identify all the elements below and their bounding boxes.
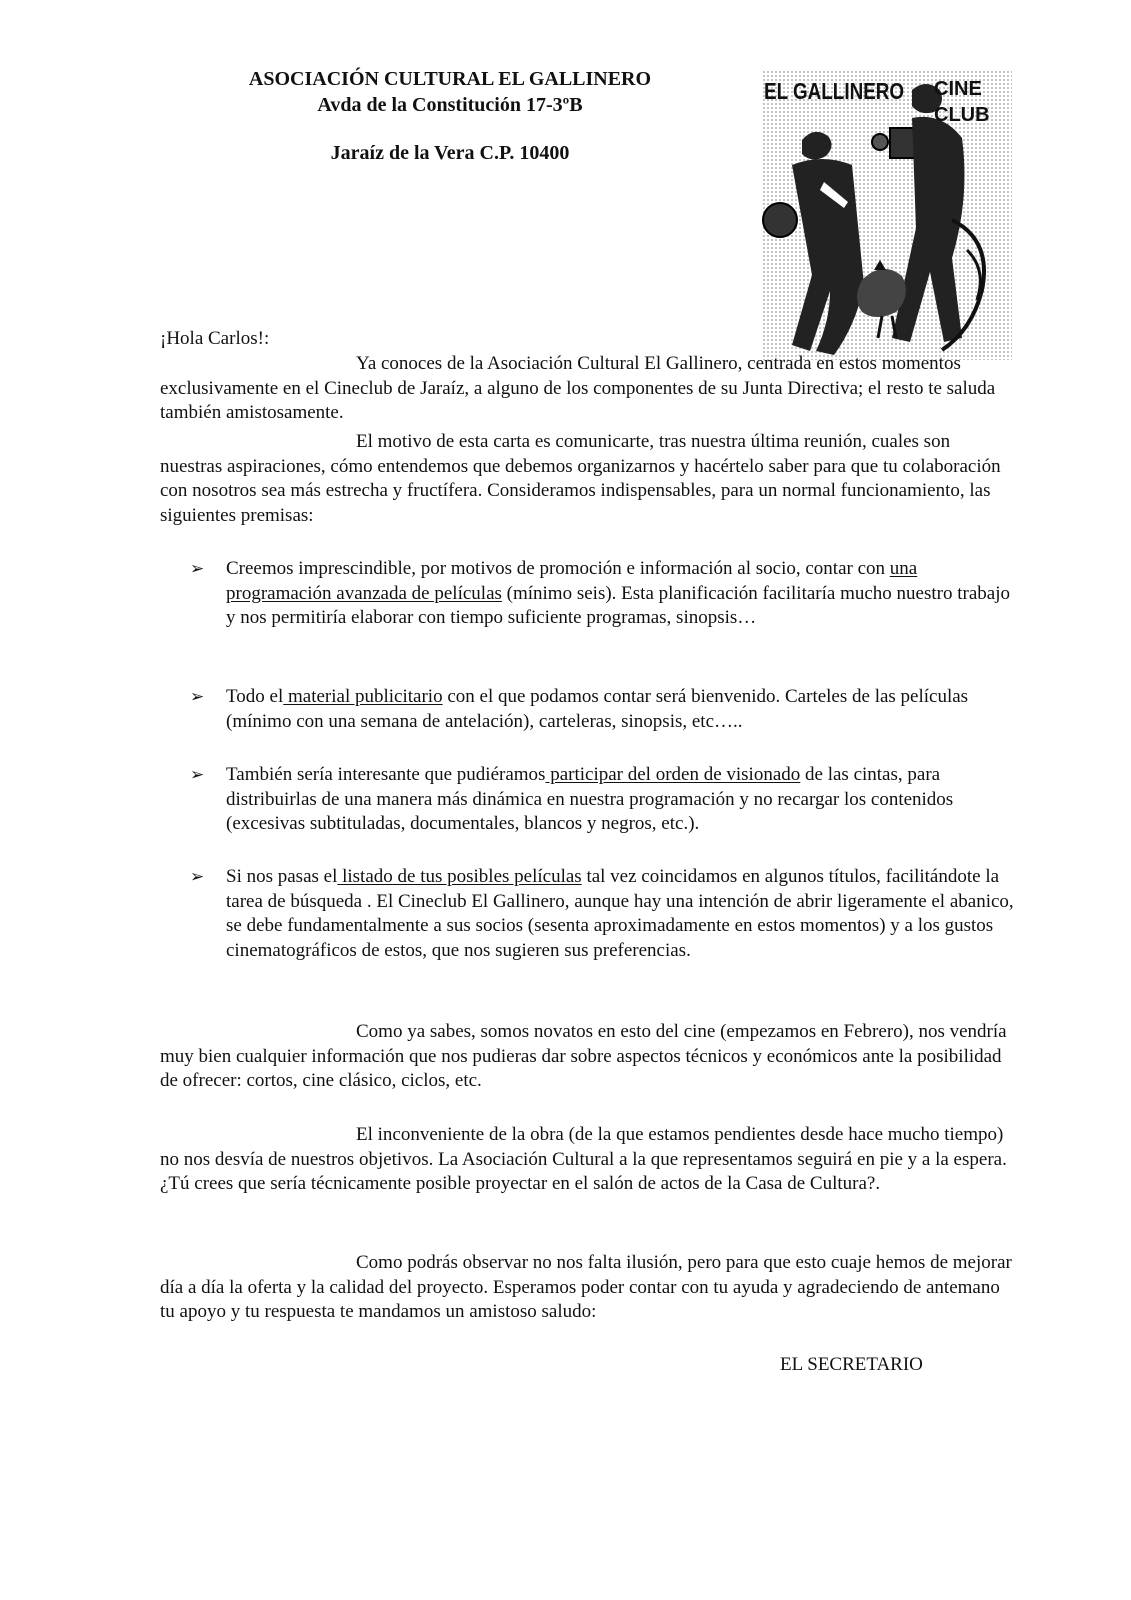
- underlined-phrase: material publicitario: [283, 686, 443, 707]
- paragraph-novices-text: Como ya sabes, somos novatos en esto del cine (empezamos en Febrero), nos vendría muy bien cualquier información que nos pudieras dar sobre aspectos técnicos y económicos ante la posibilidad de ofrecer: cortos, cine clásico, ciclos, etc.: [160, 1021, 1007, 1091]
- arrow-bullet-icon: ➢: [190, 867, 205, 887]
- underlined-phrase: participar del orden de visionado: [545, 764, 801, 785]
- org-name: ASOCIACIÓN CULTURAL EL GALLINERO: [248, 68, 652, 90]
- underlined-phrase: listado de tus posibles películas: [337, 866, 582, 887]
- logo-cine: CINE: [934, 78, 982, 100]
- signature: EL SECRETARIO: [780, 1354, 923, 1375]
- arrow-bullet-icon: ➢: [190, 765, 205, 785]
- paragraph-motive: [160, 430, 1015, 528]
- paragraph-intro-text: Ya conoces de la Asociación Cultural El Gallinero, centrada en estos momentos exclusivamente en el Cineclub de Jaraíz, a alguno de los componentes de su Junta Directiva; el resto te saluda también amistosamente.: [160, 353, 996, 423]
- arrow-bullet-icon: ➢: [190, 559, 205, 579]
- underlined-phrase: una programación avanzada de películas: [226, 558, 918, 604]
- letterhead: [160, 66, 740, 166]
- logo-club: CLUB: [934, 104, 990, 126]
- paragraph-closing: [160, 1251, 1015, 1325]
- paragraph-intro: [160, 352, 1015, 426]
- org-city: Jaraíz de la Vera C.P. 10400: [330, 142, 570, 164]
- paragraph-closing-text: Como podrás observar no nos falta ilusión, pero para que esto cuaje hemos de mejorar día a día la oferta y la calidad del proyecto. Esperamos poder contar con tu ayuda y agradeciendo de antemano tu apoyo y tu respuesta te mandamos un amistoso saludo:: [160, 1252, 1012, 1322]
- cineclub-logo: [762, 70, 1012, 360]
- org-address: Avda de la Constitución 17-3ºB: [317, 94, 583, 116]
- paragraph-novices: [160, 1020, 1015, 1094]
- letter-page: ASOCIACIÓN CULTURAL EL GALLINERO Avda de la Constitución 17-3ºB Jaraíz de la Vera C.P. 10400 EL GALLINERO CINE CLUB ¡Hola Carlos!: Ya conoces de la Asociación Cultural El Gallinero, centrada en estos momentos exclusivamente en el Cineclub de Jaraíz, a alguno de los componentes de su Junta Directiva; el resto te saluda también amistosamente. El motivo de esta carta es comunicarte, tras nuestra última reunión, cuales son nuestras aspiraciones, cómo entendemos que debemos organizarnos y hacértelo saber para que tu colaboración con nosotros sea más estrecha y fructífera. Consideramos indispensables, para un normal funcionamiento, las siguientes premisas: ➢ Creemos imprescindible, por motivos de promoción e información al socio, contar con una programación avanzada de películas (mínimo seis). Esta planificación facilitaría mucho nuestro trabajo y nos permitiría elaborar con tiempo suficiente programas, sinopsis… ➢ Todo el material publicitario con el que podamos contar será bienvenido. Carteles de las películas (mínimo con una semana de antelación), carteleras, sinopsis, etc….. ➢ También sería interesante que pudiéramos participar del orden de visionado de las cintas, para distribuirlas de una manera más dinámica en nuestra programación y no recargar los contenidos (excesivas subtituladas, documentales, blancos y negros, etc.). ➢ Si nos pasas el listado de tus posibles películas tal vez coincidamos en algunos títulos, facilitándote la tarea de búsqueda . El Cineclub El Gallinero, aunque hay una intención de abrir ligeramente el abanico, se debe fundamentalmente a sus socios (sesenta aproximadamente en estos momentos) y a los gustos cinematográficos de estos, que nos sugieren sus preferencias. Como ya sabes, somos novatos en esto del cine (empezamos en Febrero), nos vendría muy bien cualquier información que nos pudieras dar sobre aspectos técnicos y económicos ante la posibilidad de ofrecer: cortos, cine clásico, ciclos, etc. El inconveniente de la obra (de la que estamos pendientes desde hace mucho tiempo) no nos desvía de nuestros objetivos. La Asociación Cultural a la que representamos seguirá en pie y a la espera. ¿Tú crees que sería técnicamente posible proyectar en el salón de actos de la Casa de Cultura?. Como podrás observar no nos falta ilusión, pero para que esto cuaje hemos de mejorar día a día la oferta y la calidad del proyecto. Esperamos poder contar con tu ayuda y agradeciendo de antemano tu apoyo y tu respuesta te mandamos un amistoso saludo: EL SECRETARIO: [160, 68, 1014, 1375]
- paragraph-obstacle-text: El inconveniente de la obra (de la que estamos pendientes desde hace mucho tiempo) no nos desvía de nuestros objetivos. La Asociación Cultural a la que representamos seguirá en pie y a la espera. ¿Tú crees que sería técnicamente posible proyectar en el salón de actos de la Casa de Cultura?.: [160, 1124, 1007, 1194]
- paragraph-obstacle: [160, 1123, 1015, 1197]
- arrow-bullet-icon: ➢: [190, 687, 205, 707]
- logo-title: EL GALLINERO: [764, 78, 905, 104]
- greeting: ¡Hola Carlos!:: [160, 328, 270, 349]
- paragraph-motive-text: El motivo de esta carta es comunicarte, tras nuestra última reunión, cuales son nuestras aspiraciones, cómo entendemos que debemos organizarnos y hacértelo saber para que tu colaboración con nosotros sea más estrecha y fructífera. Consideramos indispensables, para un normal funcionamiento, las siguientes premisas:: [160, 431, 1001, 526]
